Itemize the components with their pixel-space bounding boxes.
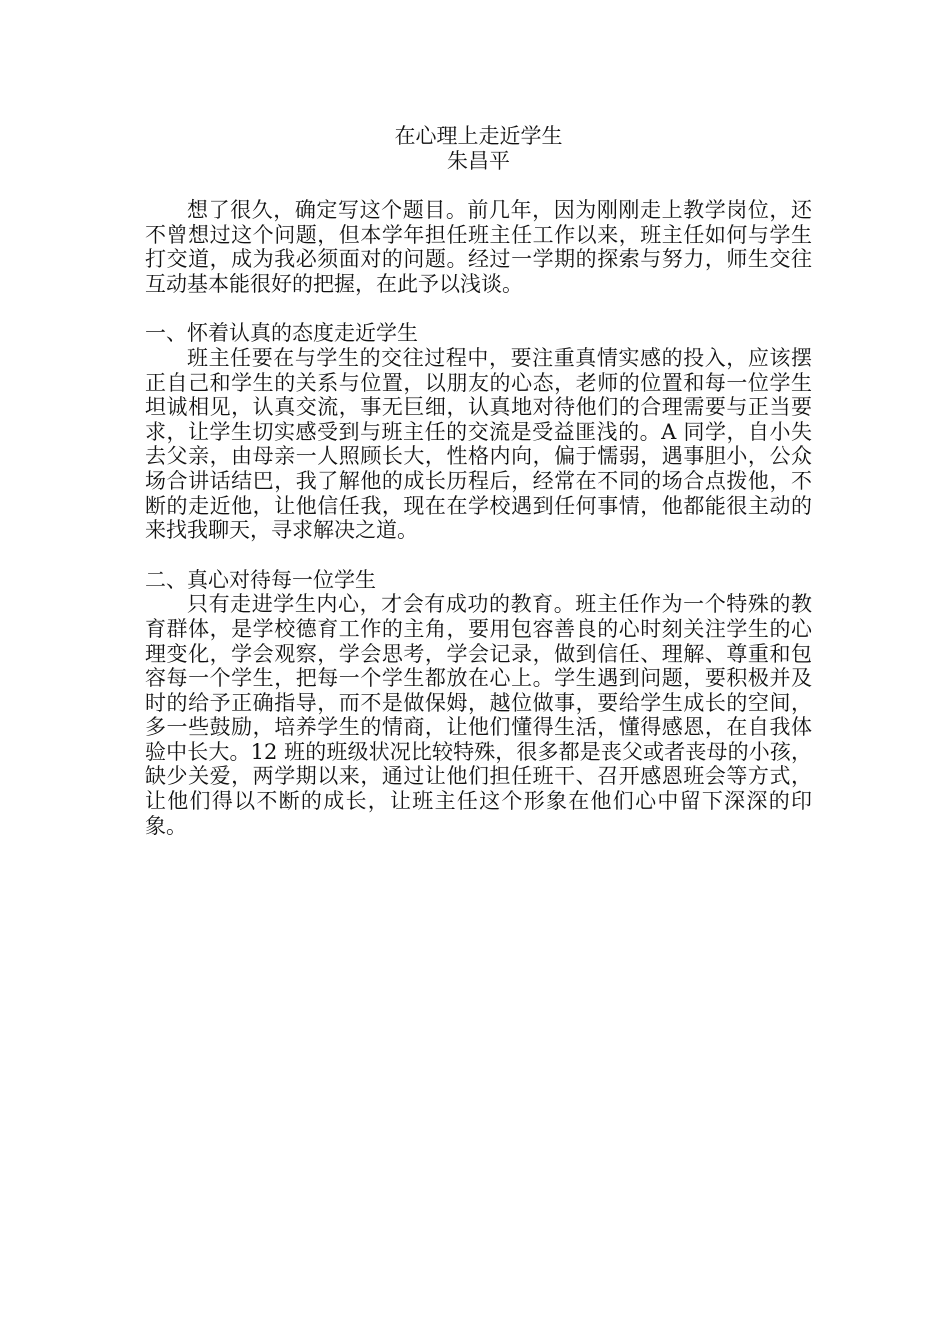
section-2-body: 只有走进学生内心，才会有成功的教育。班主任作为一个特殊的教育群体，是学校德育工作的主角，要用包容善良的心时刻关注学生的心理变化，学会观察，学会思考，学会记录，做到信任、理解、尊重和包容每一个学生，把每一个学生都放在心上。学生遇到问题，要积极并及时的给予正确指导，而不是做保姆，越位做事，要给学生成长的空间，多一些鼓励，培养学生的情商，让他们懂得生活，懂得感恩，在自我体验中长大。12 班的班级状况比较特殊，很多都是丧父或者丧母的小孩，缺少关爱，两学期以来，通过让他们担任班干、召开感恩班会等方式，让他们得以不断的成长，让班主任这个形象在他们心中留下深深的印象。 — [145, 592, 812, 838]
section-2-heading: 二、真心对待每一位学生 — [145, 567, 376, 592]
section-1 — [145, 321, 812, 542]
section-1-heading: 一、怀着认真的态度走近学生 — [145, 321, 418, 346]
section-1-body: 班主任要在与学生的交往过程中，要注重真情实感的投入，应该摆正自己和学生的关系与位置，以朋友的心态，老师的位置和每一位学生坦诚相见，认真交流，事无巨细，认真地对待他们的合理需要与正当要求，让学生切实感受到与班主任的交流是受益匪浅的。A 同学，自小失去父亲，由母亲一人照顾长大，性格内向，偏于懦弱，遇事胆小，公众场合讲话结巴，我了解他的成长历程后，经常在不同的场合点拨他，不断的走近他，让他信任我，现在在学校遇到任何事情，他都能很主动的来找我聊天，寻求解决之道。 — [145, 345, 812, 543]
section-2 — [145, 568, 812, 839]
document-title: 在心理上走近学生 — [394, 124, 563, 148]
document-author: 朱昌平 — [447, 149, 510, 173]
document-page — [145, 124, 812, 838]
intro-paragraph: 想了很久，确定写这个题目。前几年，因为刚刚走上教学岗位，还不曾想过这个问题，但本学年担任班主任工作以来，班主任如何与学生打交道，成为我必须面对的问题。经过一学期的探索与努力，师生交往互动基本能很好的把握，在此予以浅谈。 — [145, 198, 812, 296]
